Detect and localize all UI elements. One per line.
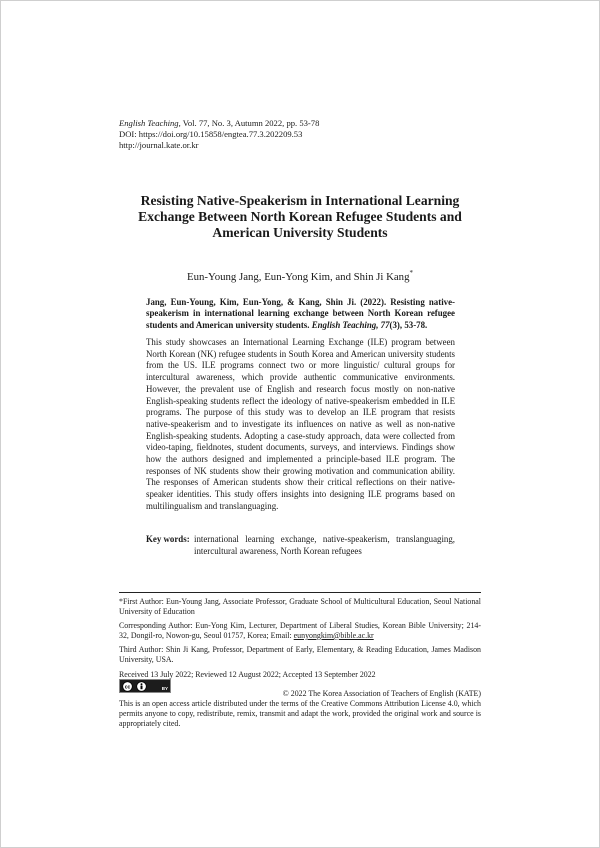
citation-journal: English Teaching, 77 <box>311 319 390 330</box>
cc-by-text: BY <box>161 686 168 691</box>
keywords-label-wrap <box>146 534 194 557</box>
paper-title: Resisting Native-Speakerism in International Learning Exchange Between North Korean Refugee Students and American University Students <box>138 193 462 240</box>
footnote-third-author: Third Author: Shin Ji Kang, Professor, Department of Early, Elementary, & Reading Education, James Madison University, USA. <box>119 645 481 664</box>
keywords-label: Key words <box>146 534 187 544</box>
author-names: Eun-Young Jang, Eun-Yong Kim, and Shin Ji Kang <box>187 271 410 283</box>
corresponding-author-text: Corresponding Author: Eun-Yong Kim, Lecturer, Department of Liberal Studies, Korean Bible University; 214-32, Dongil-ro, Nowon-gu, Seoul 01757, Korea; Email: <box>119 621 481 640</box>
citation-pages: (3), 53-78. <box>389 319 428 330</box>
footnote-corresponding-author <box>119 621 481 640</box>
footnote-dates: Received 13 July 2022; Reviewed 12 August 2022; Accepted 13 September 2022 <box>119 669 376 679</box>
corresponding-email-link[interactable]: eunyongkim@bible.ac.kr <box>293 630 374 640</box>
journal-header <box>119 118 319 152</box>
footnote-first-author: *First Author: Eun-Young Jang, Associate Professor, Graduate School of Multicultural Education, Seoul National University of Education <box>119 597 481 616</box>
copyright-line: © 2022 The Korea Association of Teachers of English (KATE) <box>282 689 481 698</box>
keywords <box>146 534 455 557</box>
journal-volume: , Vol. 77, No. 3, Autumn 2022, pp. 53-78 <box>178 118 320 128</box>
author-footnote-marker: * <box>409 269 413 277</box>
svg-text:cc: cc <box>124 683 131 690</box>
author-line <box>119 267 481 284</box>
citation <box>146 297 455 331</box>
footnotes <box>119 597 481 684</box>
license-text: This is an open access article distributed under the terms of the Creative Commons Attribution License 4.0, which permits anyone to copy, redistribute, remix, transmit and adapt the work, provided the original work and source is appropriately cited. <box>119 699 481 728</box>
journal-url: http://journal.kate.or.kr <box>119 140 199 151</box>
citation-main: Jang, Eun-Young, Kim, Eun-Yong, & Kang, Shin Ji. (2022). Resisting native-speakerism in international learning exchange between North Korean refugee students and American university students. <box>146 297 455 330</box>
keywords-text: international learning exchange, native-speakerism, translanguaging, intercultural awareness, North Korean refugees <box>194 534 455 556</box>
journal-name: English Teaching <box>119 118 179 128</box>
keywords-colon: : <box>186 534 190 544</box>
doi-line: DOI: https://doi.org/10.15858/engtea.77.3.202209.53 <box>119 129 303 140</box>
abstract: This study showcases an International Learning Exchange (ILE) program between North Korean (NK) refugee students in South Korea and American university students from the US. ILE programs connect two or more linguistic/ cultural groups for intercultural awareness, which provide authentic communicative environments. However, the prevalent use of English and research focus mostly on non-native English-speaking students reflect the ideology of native-speakerism embedded in ILE programs. The purpose of this study was to develop an ILE program that resists native-speakerism and to investigate its influences on native as well as non-native English-speaking students. Adopting a case-study approach, data were collected from video-taping, fieldnotes, student documents, surveys, and interviews. Findings show how the authors designed and implemented a principle-based ILE program. The responses of NK students show their growing motivation and communication ability. The responses of American students show their critical reflections on their native-speaker identities. This study offers insights into designing ILE programs based on multilingualism and translanguaging. <box>146 337 455 511</box>
footnote-divider <box>119 592 481 593</box>
